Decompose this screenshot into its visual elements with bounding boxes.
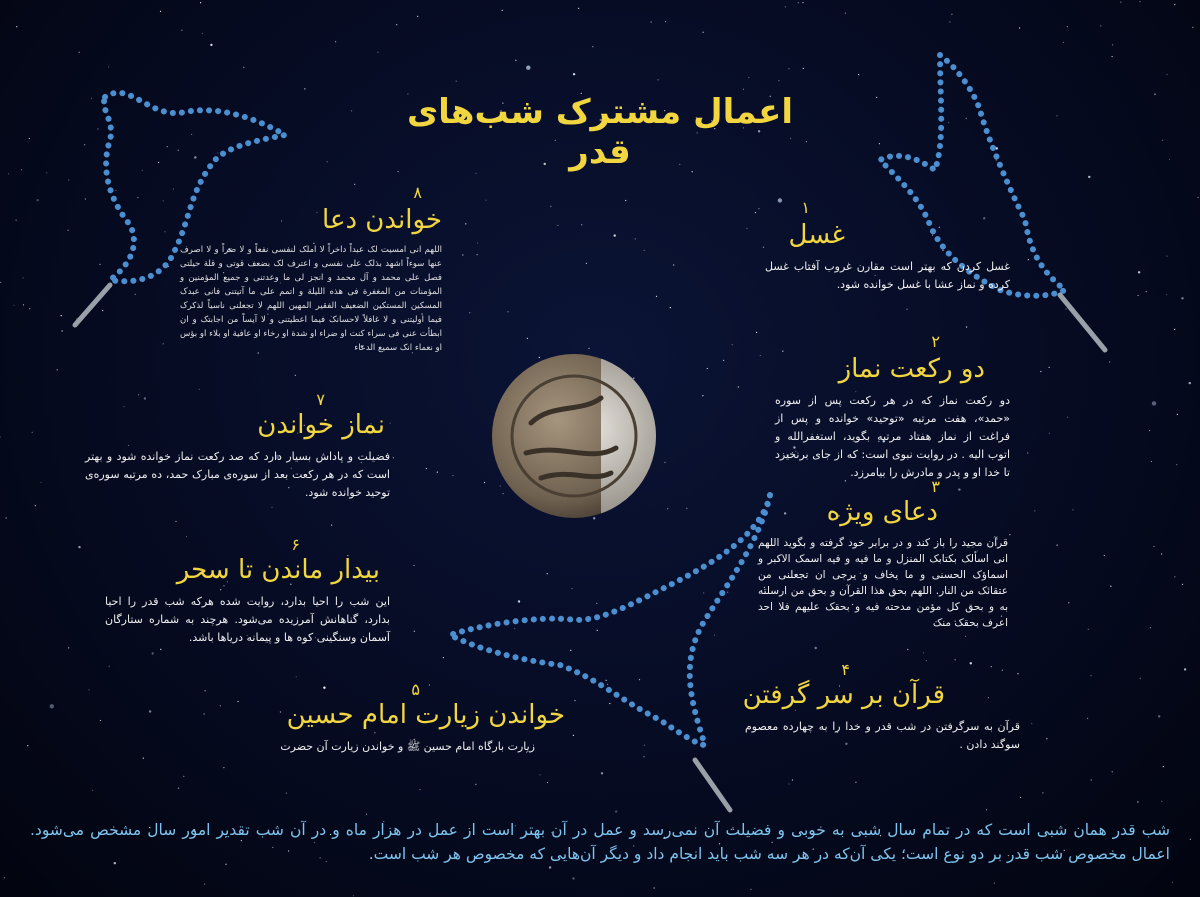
item-description: اللهم انی امسیت لک عبداً داخراً لا املک لنفسی نفعاً و لا ضراً و لا اصرف عنها سوءاً اشهد بذلک علی نفسی و اعترف لک بضعف قوتی و قلة حیلتی فصل علی محمد و آل محمد و انجز لی ما وعدتنی و جمیع المؤمنین و المؤمنات من المغفرة فی هذه اللیلة و اتمم علی ما آتیتنی فانی عبدک المسکین المستکین الضعیف الفقیر المهین اللهم لا تجعلنی ناسیاً لذکرک فیما اولیتنی و لا غافلاً لاحسانک فیما اعطیتنی و لا آیساً من اجابتک و ان ابطأت عنی فی سراء کنت او ضراء او شدة او رخاء او عافیة او بلاء او بؤس او نعماء انک سمیع الدعاء bbox=[180, 245, 442, 353]
tassel-right-icon bbox=[1060, 295, 1105, 350]
item-number: ۳ bbox=[931, 477, 940, 496]
item-number: ۱ bbox=[801, 198, 810, 217]
item-number: ۵ bbox=[411, 680, 420, 699]
footer-intro-text: شب قدر همان شبی است که در تمام سال شبی به خوبی و فضیلت آن نمی‌رسد و عمل در آن بهتر است از عمل در هزار ماه و در آن شب تقدیر امور سال مشخص می‌شود. اعمال مخصوص شب قدر بر دو نوع است؛ یکی آن‌که در هر سه شب باید انجام داد و دیگر آن‌هایی که مخصوص هر شب است. bbox=[30, 821, 1170, 863]
tassel-left-icon bbox=[75, 285, 110, 325]
item-title: غسل bbox=[788, 220, 845, 250]
item-stay-awake-until-dawn bbox=[100, 535, 390, 647]
moon-icon bbox=[491, 353, 657, 519]
item-title: بیدار ماندن تا سحر bbox=[176, 555, 380, 585]
tassel-bottom-icon bbox=[695, 760, 730, 810]
item-title: خواندن دعا bbox=[322, 205, 442, 235]
item-description: قرآن به سرگرفتن در شب قدر و خدا را به چهارده معصوم سوگند دادن . bbox=[745, 720, 1020, 751]
page-title: اعمال مشترک شب‌های قدر bbox=[406, 92, 794, 172]
item-quran-on-head bbox=[730, 660, 1020, 754]
item-description: زیارت بارگاه امام حسین ﷺ و خواندن زیارت آن حضرت bbox=[280, 740, 535, 753]
item-title: قرآن بر سر گرفتن bbox=[742, 680, 945, 710]
item-title: خواندن زیارت امام حسین bbox=[286, 700, 565, 730]
item-description: این شب را احیا بدارد، روایت شده هرکه شب قدر را احیا بدارد، گناهانش آمرزیده می‌شود. هرچند به شماره ستارگان آسمان وسنگینی کوه ها و پیمانه دریاها باشد. bbox=[105, 595, 390, 644]
item-description: قرآن مجید را باز کند و در برابر خود گرفته و بگوید اللهم انی اسألک بکتابک المنزل و ما فیه و فیه اسمک الاکبر و اسماؤک الحسنی و ما یخاف و یرجی ان تجعلنی من عتقائک من النار. اللهم بحق هذا القرآن و بحق من ارسلته به و بحق کل مؤمن مدحته فیه و بحقک علیهم فلا احد اعرف بحقک منک bbox=[758, 537, 1008, 629]
item-title: دو رکعت نماز bbox=[838, 354, 985, 384]
item-title: دعای ویژه bbox=[826, 497, 938, 527]
item-title: نماز خواندن bbox=[257, 410, 385, 440]
item-prayer bbox=[70, 390, 390, 502]
item-description: دو رکعت نماز که در هر رکعت پس از سوره «حمد»، هفت مرتبه «توحید» خوانده و پس از فراغت از نماز هفتاد مرتبه بگوید، استغفرالله و اتوب الیه . در روایت نبوی است: که از جای برنخیزد تا خدا او و پدر و مادرش را بیامرزد. bbox=[775, 394, 1010, 479]
item-two-rakat-prayer bbox=[760, 332, 1010, 482]
item-number: ۷ bbox=[316, 390, 325, 409]
item-description: غسل کردن که بهتر است مقارن غروب آفتاب غسل کرده و نماز عشا با غسل خوانده شود. bbox=[765, 260, 1010, 291]
item-special-prayer bbox=[758, 477, 1008, 631]
item-number: ۸ bbox=[413, 183, 422, 202]
item-number: ۶ bbox=[291, 535, 300, 554]
item-number: ۴ bbox=[841, 660, 850, 679]
item-description: فضیلت و پاداش بسیار دارد که صد رکعت نماز خوانده شود و بهتر است که در هر رکعت بعد از سوره‌ی مبارک حمد، ده مرتبه سوره‌ی توحید خوانده شود. bbox=[85, 450, 390, 499]
item-number: ۲ bbox=[931, 332, 940, 351]
item-ziyarat-imam-hussain bbox=[250, 680, 570, 756]
item-ghusl bbox=[760, 198, 1010, 294]
item-dua-recitation bbox=[180, 183, 442, 355]
moon-coin bbox=[491, 353, 657, 519]
